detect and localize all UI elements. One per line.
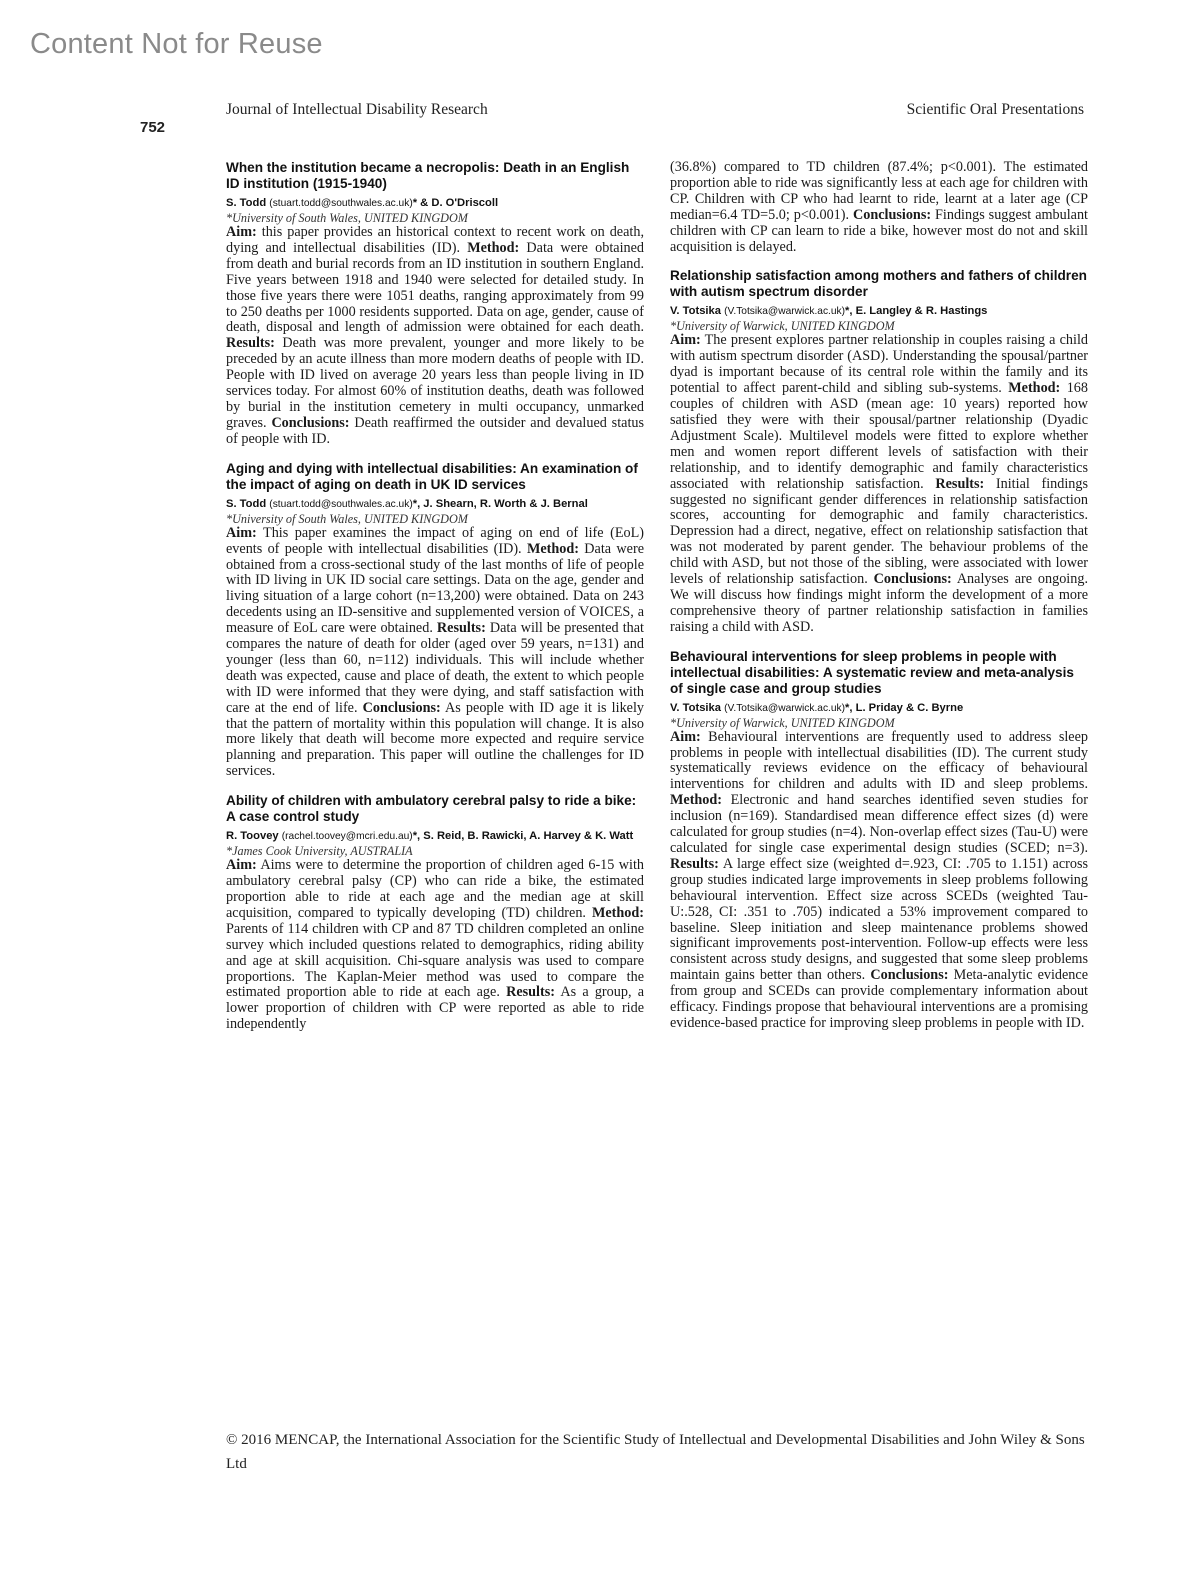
- abstract-affiliation: *University of South Wales, UNITED KINGDOM: [226, 511, 468, 526]
- abstract-title: Relationship satisfaction among mothers and fathers of children with autism spectrum disorder: [670, 268, 1087, 300]
- right-column: [670, 160, 1088, 1045]
- author-email[interactable]: (V.Totsika@warwick.ac.uk): [724, 702, 846, 714]
- abstract-affiliation: *University of Warwick, UNITED KINGDOM: [670, 319, 895, 334]
- abstract-authors: S. Todd (stuart.todd@southwales.ac.uk)* & D. O'Driscoll: [226, 197, 499, 209]
- copyright-footer: © 2016 MENCAP, the International Association for the Scientific Study of Intellectual and Developmental Disabilities and John Wiley & Sons Ltd: [226, 1432, 1085, 1472]
- abstract-title: Behavioural interventions for sleep problems in people with intellectual disabilities: A systematic review and meta-analysis of single case and group studies: [670, 648, 1074, 696]
- abstract-body: Aim: Behavioural interventions are frequently used to address sleep problems in people with intellectual disabilities (ID). The current study systematically reviews evidence on the efficacy of behavioural interventions for children and adults with ID and sleep problems. Method: Electronic and hand searches identified seven studies for inclusion (n=169). Standardised mean difference effect sizes (d) were calculated for group studies (n=4). Non-overlap effect sizes (Tau-U) were calculated for single case experimental design studies (SCED; n=3). Results: A large effect size (weighted d=.923, CI: .705 to 1.151) across group studies indicated large improvements in sleep problems following behavioural intervention. Effect size across SCEDs (weighted Tau-U:.528, CI: .351 to .705) indicated a 53% improvement compared to baseline. Sleep initiation and sleep maintenance problems showed significant improvements post-intervention. Follow-up effects were less consistent across study designs, and suggested that some sleep problems maintain gains better than others. Conclusions: Meta-analytic evidence from group and SCEDs can provide complementary information about efficacy. Findings propose that behavioural interventions are a promising evidence-based practice for improving sleep problems in people with ID.: [670, 728, 1089, 1031]
- journal-title: Journal of Intellectual Disability Research: [226, 101, 488, 118]
- abstract-body: Aim: This paper examines the impact of aging on end of life (EoL) events of people with intellectual disabilities (ID). Method: Data were obtained from a cross-sectional study of the last months of life of people with ID living in UK ID social care settings. Data on the age, gender and living situation of a large cohort (n=13,200) were obtained. Data on 243 decedents using an ID-sensitive and supplemented version of VOICES, a measure of EoL care were obtained. Results: Data will be presented that compares the nature of death for older (aged over 59 years, n=131) and younger (less than 60, n=112) individuals. This will include whether death was expected, cause and place of death, the extent to which people with ID were informed that they were dying, and staff satisfaction with care at the end of life. Conclusions: As people with ID age it is likely that the pattern of mortality within this population will change. It is also more likely that death will become more expected and require service planning and preparation. This paper will outline the challenges for ID services.: [226, 524, 644, 780]
- abstract-authors: R. Toovey (rachel.toovey@mcri.edu.au)*, S. Reid, B. Rawicki, A. Harvey & K. Watt: [226, 830, 634, 843]
- author-email[interactable]: (stuart.todd@southwales.ac.uk): [269, 198, 413, 209]
- abstract-body: Aim: this paper provides an historical context to recent work on death, dying and intellectual disabilities (ID). Method: Data were obtained from death and burial records from an ID institution in southern England. Five years between 1918 and 1940 were selected for detailed study. In those five years there were 1051 deaths, ranging approximately from 99 to 250 deaths per 1000 residents supported. Data on age, gender, cause of death, disposal and length of admission were obtained for each death. Results: Death was more prevalent, younger and more likely to be preceded by an acute illness than more modern deaths of people with ID. People with ID lived on average 20 years less than people living in ID services today. For almost 60% of institution deaths, death was followed by burial in the institution cemetery in multi occupancy, unmarked graves. Conclusions: Death reaffirmed the outsider and devalued status of people with ID.: [226, 224, 645, 447]
- section-title: Scientific Oral Presentations: [906, 101, 1084, 118]
- abstract-affiliation: *University of South Wales, UNITED KINGDOM: [226, 211, 468, 225]
- abstract-affiliation: *University of Warwick, UNITED KINGDOM: [670, 715, 895, 730]
- abstract-body: Aim: The present explores partner relationship in couples raising a child with autism spectrum disorder (ASD). Understanding the spousal/partner dyad is important because of its central role within the family and its potential to affect parent-child and sibling sub-systems. Method: 168 couples of children with ASD (mean age: 10 years) reported how satisfied they were with their spousal/partner relationship (Dyadic Adjustment Scale). Multilevel models were fitted to explore whether men and women report different levels of satisfaction with their relationship, and to identify demographic and family characteristics associated with relationship satisfaction. Results: Initial findings suggested no significant gender differences in relationship satisfaction scores, accounting for demographic and family characteristics. Depression had a direct, negative, effect on relationship satisfaction that was not moderated by parent gender. The behaviour problems of the child with ASD, but not those of the sibling, were associated with lower levels of relationship satisfaction. Conclusions: Analyses are ongoing. We will discuss how findings might inform the development of a more comprehensive theory of partner relationship satisfaction in families raising a child with ASD.: [670, 332, 1088, 635]
- abstract-body: Aim: Aims were to determine the proportion of children aged 6-15 with ambulatory cerebral palsy (CP) who can ride a bike, the estimated proportion able to ride at each age and the median age at skill acquisition, compared to typically developing (TD) children. Method: Parents of 114 children with CP and 87 TD children completed an online survey which included questions related to demographics, riding ability and age at skill acquisition. Chi-square analysis was used to compare proportions. The Kaplan-Meier method was used to compare the estimated proportion able to ride at each age. Results: As a group, a lower proportion of children with CP were reported as able to ride independently: [226, 857, 644, 1033]
- watermark: Content Not for Reuse: [30, 28, 323, 60]
- abstract-body: (36.8%) compared to TD children (87.4%; p<0.001). The estimated proportion able to ride was significantly less at each age for children with CP. Children with CP who had learnt to ride, learnt at a later age (CP median=6.4 TD=5.0; p<0.001). Conclusions: Findings suggest ambulant children with CP can learn to ride a bike, however most do not and skill acquisition is delayed.: [670, 159, 1088, 255]
- abstract-authors: V. Totsika (V.Totsika@warwick.ac.uk)*, E. Langley & R. Hastings: [670, 305, 988, 318]
- author-email[interactable]: (V.Totsika@warwick.ac.uk): [724, 306, 846, 318]
- abstract-authors: S. Todd (stuart.todd@southwales.ac.uk)*, J. Shearn, R. Worth & J. Bernal: [226, 497, 588, 510]
- author-email[interactable]: (rachel.toovey@mcri.edu.au): [281, 831, 413, 843]
- abstract-relationship-satisfaction: [670, 268, 1088, 635]
- abstract-sleep-interventions: [670, 649, 1088, 1032]
- abstract-title: Ability of children with ambulatory cerebral palsy to ride a bike: A case control study: [226, 793, 637, 825]
- page-number: 752: [140, 119, 166, 136]
- abstract-affiliation: *James Cook University, AUSTRALIA: [226, 844, 413, 859]
- abstract-title: When the institution became a necropolis: Death in an English ID institution (1915-1940): [226, 160, 630, 191]
- abstract-authors: V. Totsika (V.Totsika@warwick.ac.uk)*, L. Priday & C. Byrne: [670, 701, 964, 714]
- abstract-title: Aging and dying with intellectual disabilities: An examination of the impact of aging on death in UK ID services: [226, 460, 638, 492]
- left-column: [226, 160, 644, 1046]
- abstract-cerebral-palsy-bike-continued: [670, 160, 1088, 255]
- abstract-cerebral-palsy-bike: [226, 793, 644, 1033]
- abstract-necropolis: [226, 160, 644, 448]
- abstract-aging-dying: [226, 461, 644, 781]
- author-email[interactable]: (stuart.todd@southwales.ac.uk): [269, 498, 413, 510]
